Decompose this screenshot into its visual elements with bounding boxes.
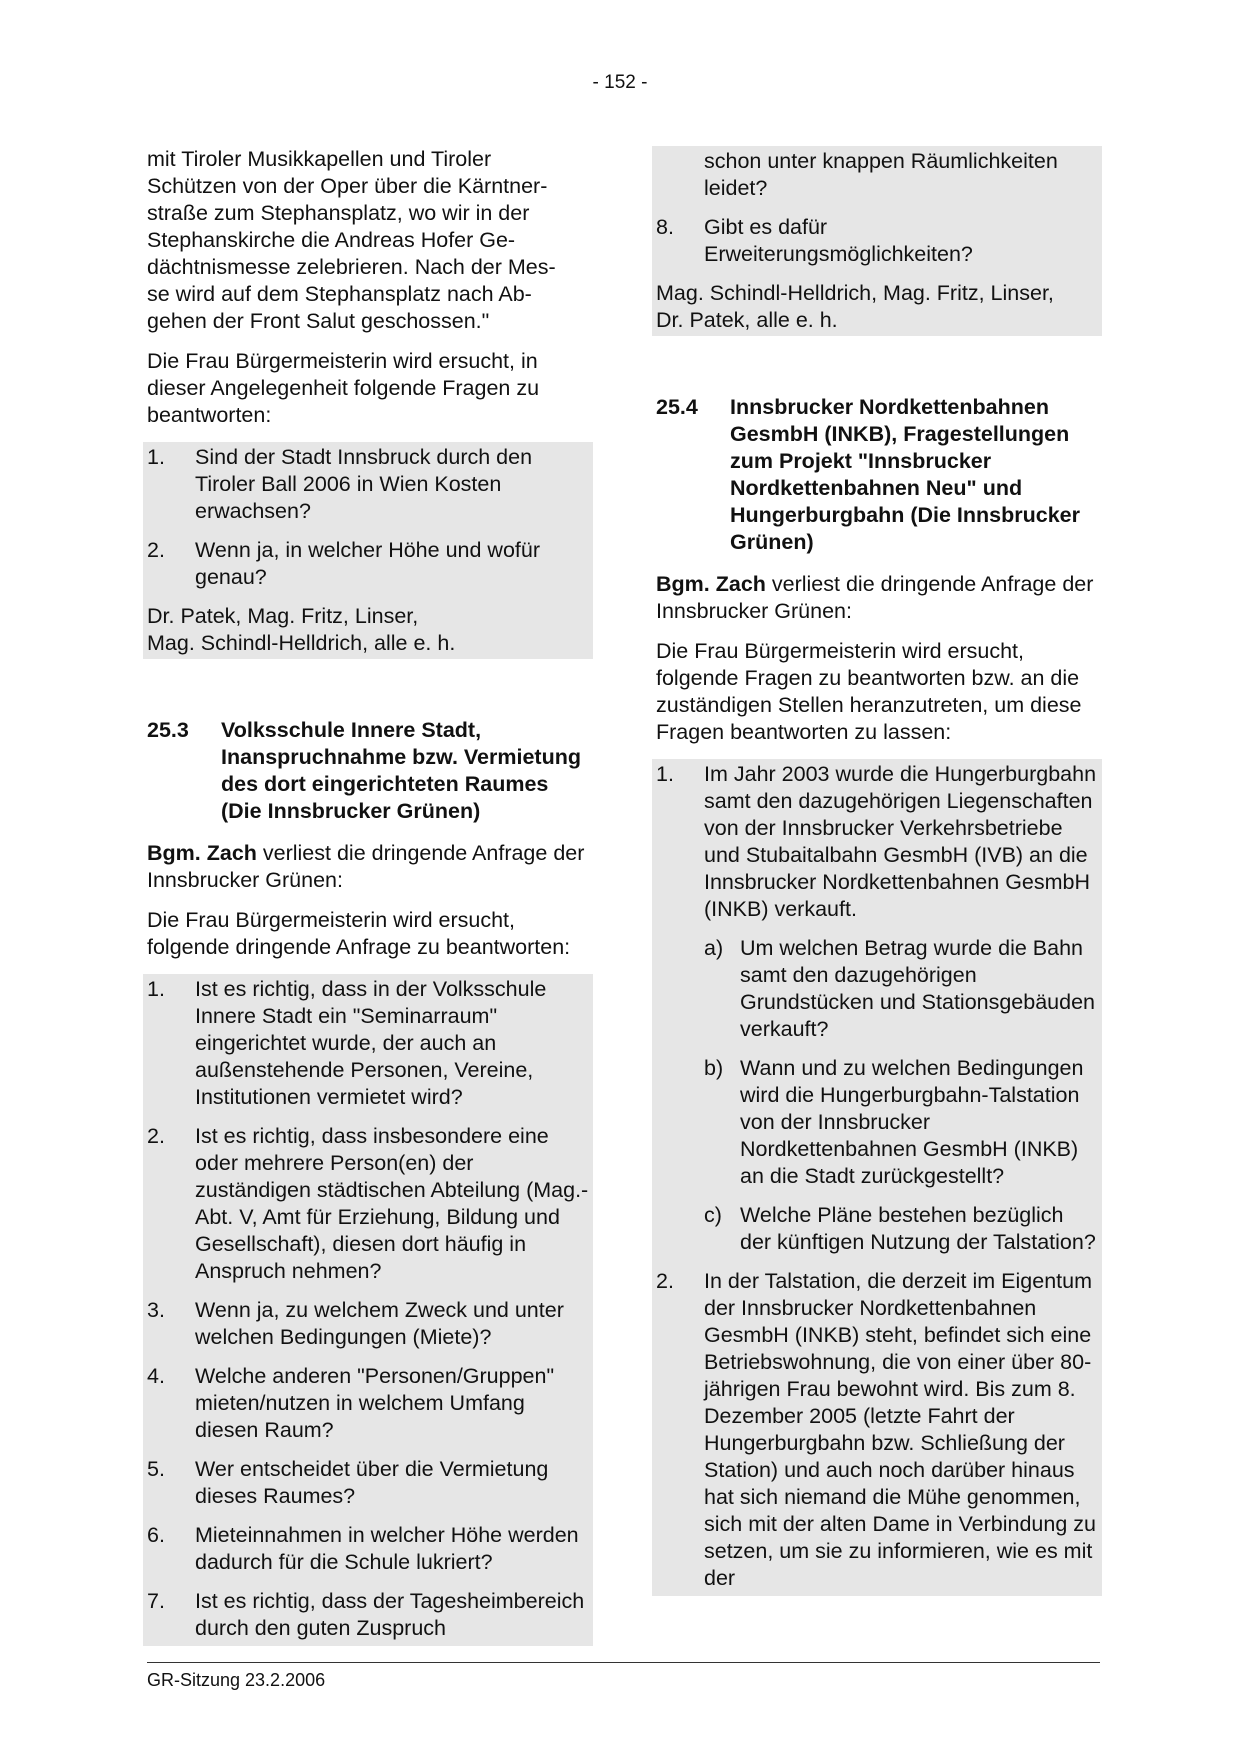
reader-paragraph: Bgm. Zach verliest die dringende Anfrage der Innsbrucker Grünen: <box>147 841 585 892</box>
footer-text: GR-Sitzung 23.2.2006 <box>147 1670 326 1690</box>
request-paragraph: Die Frau Bürgermeisterin wird ersucht, folgende Fragen zu beantworten bzw. an die zuständigen Stellen heranzutreten, um diese Fragen beantworten zu lassen: <box>656 639 1082 744</box>
section-heading-25-3: 25.3 Volksschule Innere Stadt, Inanspruchnahme bzw. Vermietung des dort eingerichteten Raumes (Die Innsbrucker Grünen) <box>147 718 581 823</box>
list-item: 3. Wenn ja, zu welchem Zweck und unter welchen Bedingungen (Miete)? <box>147 1298 564 1349</box>
list-item: 4. Welche anderen "Personen/Gruppen" mieten/nutzen in welchem Umfang diesen Raum? <box>147 1364 555 1442</box>
list-item: 6. Mieteinnahmen in welcher Höhe werden dadurch für die Schule lukriert? <box>147 1523 579 1574</box>
question-block-nordkettenbahnen <box>652 759 1102 1596</box>
request-paragraph: Die Frau Bürgermeisterin wird ersucht, in dieser Angelegenheit folgende Fragen zu beantworten: <box>147 349 540 427</box>
sub-item: b) Wann und zu welchen Bedingungen wird die Hungerburgbahn-Talstation von der Innsbrucker Nordkettenbahnen GesmbH (INKB) an die Stadt zurückgestellt? <box>704 1056 1084 1188</box>
signature: Dr. Patek, Mag. Fritz, Linser, Mag. Schindl-Helldrich, alle e. h. <box>147 604 456 655</box>
left-column <box>147 146 589 1646</box>
list-item: 1. Im Jahr 2003 wurde die Hungerburgbahn samt den dazugehörigen Liegenschaften von der Innsbrucker Verkehrsbetriebe und Stubaitalbahn GesmbH (IVB) an die Innsbrucker Nordkettenbahnen GesmbH (INKB) verkauft. a) Um welchen Betrag wurde die Bahn samt den dazugehörigen Grundstücken und Stationsgebäuden verkauft? b) Wann und zu welchen Bedingungen wird die Hungerburgbahn-Talstation von der Innsbrucker Nordkettenbahnen GesmbH (INKB) an die Stadt zurückgestellt? c) Welche Pläne bestehen bezüglich der künftigen Nutzung der Talstation? <box>656 762 1097 1254</box>
intro-paragraph: mit Tiroler Musikkapellen und Tiroler Schützen von der Oper über die Kärntner- straße zum Stephansplatz, wo wir in der Stephanskirche die Andreas Hofer Ge- dächtnismesse zelebrieren. Nach der Mes- se wird auf dem Stephansplatz nach Ab- gehen der Front Salut geschossen." <box>147 147 556 333</box>
signature: Mag. Schindl-Helldrich, Mag. Fritz, Linser, Dr. Patek, alle e. h. <box>656 281 1054 332</box>
list-item: schon unter knappen Räumlichkeiten leidet? <box>704 149 1058 200</box>
right-column <box>656 146 1098 1596</box>
list-item: 2. In der Talstation, die derzeit im Eigentum der Innsbrucker Nordkettenbahnen GesmbH (INKB) steht, befindet sich eine Betriebswohnung, die von einer über 80-jährigen Frau bewohnt wird. Bis zum 8. Dezember 2005 (letzte Fahrt der Hungerburgbahn bzw. Schließung der Station) und auch noch darüber hinaus hat sich niemand die Mühe genommen, sich mit der alten Dame in Verbindung zu setzen, um sie zu informieren, wie es mit der <box>656 1269 1096 1590</box>
list-item: 5. Wer entscheidet über die Vermietung dieses Raumes? <box>147 1457 549 1508</box>
list-item: 1. Sind der Stadt Innsbruck durch den Tiroler Ball 2006 in Wien Kosten erwachsen? <box>147 445 533 523</box>
request-paragraph: Die Frau Bürgermeisterin wird ersucht, folgende dringende Anfrage zu beantworten: <box>147 908 571 959</box>
question-block-continued <box>652 146 1102 336</box>
page-number: - 152 - <box>592 72 648 93</box>
list-item: 2. Ist es richtig, dass insbesondere eine oder mehrere Person(en) der zuständigen städtischen Abteilung (Mag.-Abt. V, Amt für Erziehung, Bildung und Gesellschaft), diesen dort häufig in Anspruch nehmen? <box>147 1124 589 1283</box>
question-block-volksschule <box>143 974 593 1646</box>
list-item: 8. Gibt es dafür Erweiterungsmöglichkeiten? <box>656 215 973 266</box>
list-item: 7. Ist es richtig, dass der Tagesheimbereich durch den guten Zuspruch <box>147 1589 585 1640</box>
reader-paragraph: Bgm. Zach verliest die dringende Anfrage der Innsbrucker Grünen: <box>656 572 1094 623</box>
sub-item: c) Welche Pläne bestehen bezüglich der künftigen Nutzung der Talstation? <box>704 1203 1096 1254</box>
list-item: 1. Ist es richtig, dass in der Volksschule Innere Stadt ein "Seminarraum" eingerichtet wurde, der auch an außenstehende Personen, Vereine, Institutionen vermietet wird? <box>147 977 547 1109</box>
sub-item: a) Um welchen Betrag wurde die Bahn samt den dazugehörigen Grundstücken und Stationsgebäuden verkauft? <box>704 936 1096 1041</box>
list-item: 2. Wenn ja, in welcher Höhe und wofür genau? <box>147 538 540 589</box>
footer-rule <box>147 1662 1100 1663</box>
question-block-ball <box>143 442 593 659</box>
section-heading-25-4: 25.4 Innsbrucker Nordkettenbahnen GesmbH (INKB), Fragestellungen zum Projekt "Innsbrucker Nordkettenbahnen Neu" und Hungerburgbahn (Die Innsbrucker Grünen) <box>656 395 1081 554</box>
